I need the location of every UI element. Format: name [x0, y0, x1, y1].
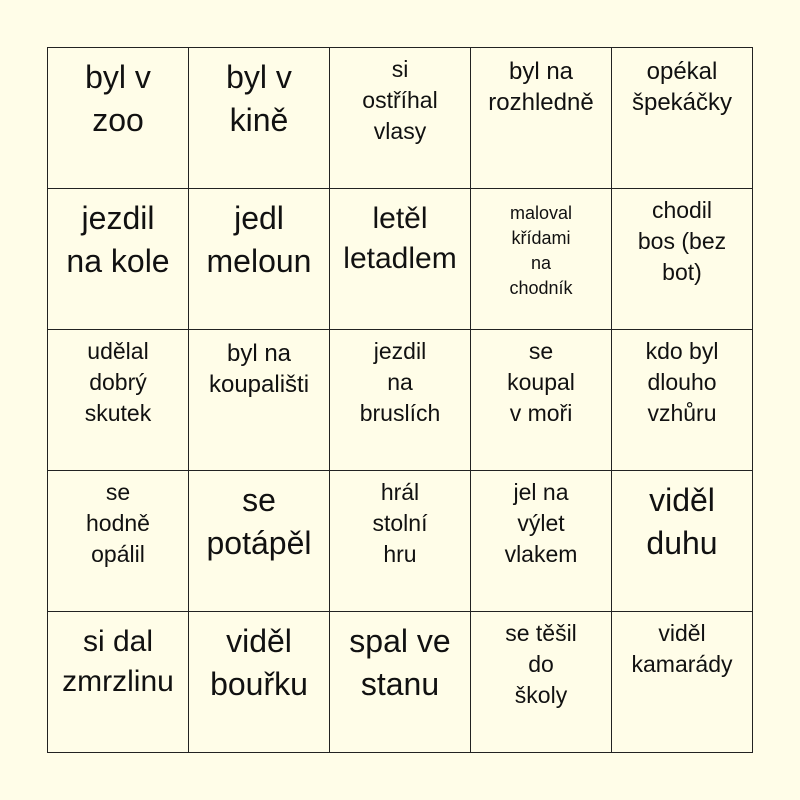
bingo-cell[interactable]: [189, 48, 330, 189]
cell-label: se hodně opálil: [86, 479, 150, 567]
bingo-cell[interactable]: [48, 189, 189, 330]
cell-label: opékal špekáčky: [631, 58, 733, 116]
cell-label: jel na výlet vlakem: [504, 479, 578, 567]
cell-label: kdo byl dlouho vzhůru: [645, 338, 719, 426]
cell-label: byl v kině: [226, 59, 292, 138]
cell-label: letěl letadlem: [343, 202, 457, 275]
cell-label: udělal dobrý skutek: [84, 338, 152, 426]
cell-label: se potápěl: [206, 482, 312, 561]
bingo-cell[interactable]: [612, 189, 753, 330]
cell-label: jezdil na bruslích: [359, 338, 441, 426]
bingo-cell[interactable]: [330, 189, 471, 330]
bingo-cell[interactable]: [189, 612, 330, 753]
cell-label: se těšil do školy: [505, 620, 577, 708]
cell-label: viděl kamarády: [631, 620, 733, 677]
cell-label: si dal zmrzlinu: [62, 625, 174, 698]
cell-label: viděl duhu: [646, 482, 718, 561]
cell-label: byl v zoo: [85, 59, 151, 138]
cell-label: se koupal v moři: [507, 338, 575, 426]
bingo-cell[interactable]: [48, 471, 189, 612]
cell-label: jedl meloun: [206, 200, 312, 279]
bingo-cell[interactable]: [330, 48, 471, 189]
bingo-cell[interactable]: [189, 189, 330, 330]
bingo-cell[interactable]: [471, 471, 612, 612]
bingo-cell[interactable]: [471, 330, 612, 471]
bingo-cell[interactable]: [48, 330, 189, 471]
cell-label: hrál stolní hru: [372, 479, 428, 567]
cell-label: si ostříhal vlasy: [362, 56, 438, 144]
bingo-cell[interactable]: [48, 612, 189, 753]
bingo-cell[interactable]: [471, 612, 612, 753]
bingo-cell[interactable]: [48, 48, 189, 189]
bingo-cell[interactable]: [471, 48, 612, 189]
bingo-cell[interactable]: [612, 48, 753, 189]
bingo-cell[interactable]: [330, 471, 471, 612]
cell-label: byl na koupališti: [208, 340, 310, 398]
bingo-cell[interactable]: [330, 330, 471, 471]
bingo-cell[interactable]: [471, 189, 612, 330]
bingo-cell[interactable]: [612, 330, 753, 471]
bingo-cell[interactable]: [189, 471, 330, 612]
bingo-cell[interactable]: [612, 612, 753, 753]
cell-label: maloval křídami na chodník: [509, 203, 573, 298]
bingo-board: [47, 47, 753, 753]
bingo-cell[interactable]: [330, 612, 471, 753]
cell-label: chodil bos (bez bot): [637, 197, 727, 285]
bingo-cell[interactable]: [612, 471, 753, 612]
cell-label: viděl bouřku: [210, 623, 308, 702]
bingo-cell[interactable]: [189, 330, 330, 471]
cell-label: spal ve stanu: [349, 623, 451, 702]
cell-label: jezdil na kole: [66, 200, 170, 279]
cell-label: byl na rozhledně: [488, 58, 594, 116]
